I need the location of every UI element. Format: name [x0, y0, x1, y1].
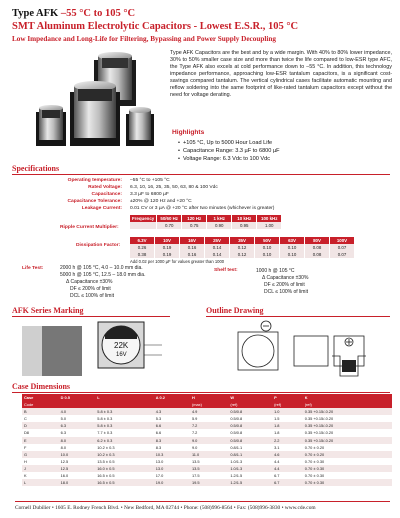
ripple-header-cell: 120 Hz — [182, 215, 207, 222]
marking-rating: 16V — [116, 352, 127, 358]
case-cell: E — [22, 437, 59, 444]
df-cell: 0.10 — [280, 244, 305, 251]
case-cell: 7.2 — [191, 430, 198, 436]
highlights-title: Highlights — [172, 129, 205, 136]
case-subheader-cell — [154, 401, 190, 408]
case-cell: 10.2 ± 0.3 — [97, 444, 115, 450]
case-cell: 10.0 — [59, 451, 96, 458]
tagline: Low Impedance and Long-Life for Filtering, Bypassing and Power Supply Decoupling — [12, 35, 276, 43]
case-cell: 0.5/0.8 — [230, 416, 243, 422]
spec-value: ±20% @ 120 Hz and +20 °C — [130, 199, 192, 204]
case-cell: 5.8 ± 0.3 — [95, 422, 154, 429]
case-cell: 13.0 — [155, 458, 164, 464]
type-label: Type AFK — [12, 8, 59, 19]
table-row — [22, 422, 392, 429]
table-row — [22, 479, 392, 486]
case-cell: 9.0 — [191, 444, 198, 450]
case-cell: 0.35 +0.15/-0.20 — [304, 416, 334, 422]
df-header-cell: 16V — [180, 237, 205, 244]
table-row — [22, 444, 392, 451]
case-cell: 1.0/1.3 — [228, 465, 272, 472]
case-cell: 6.7 — [272, 479, 303, 486]
df-cell: 0.12 — [230, 251, 255, 258]
spec-value: –55 °C to +105 °C — [130, 178, 170, 183]
df-cell: 0.19 — [155, 244, 180, 251]
case-cell: 0.70 ± 0.30 — [303, 465, 392, 472]
spec-value: 6.3, 10, 16, 25, 35, 50, 63, 80 & 100 Vdc — [130, 185, 218, 190]
df-cell: 0.10 — [280, 251, 305, 258]
ripple-table — [130, 215, 282, 229]
case-cell: 0.5/0.8 — [230, 430, 243, 436]
case-cell: K — [24, 473, 27, 479]
df-cell: 0.10 — [255, 244, 280, 251]
case-cell: 0.35 +0.15/-0.20 — [303, 422, 392, 429]
case-cell: 0.70 ± 0.20 — [303, 451, 392, 458]
ripple-cell: 0.70 — [157, 222, 182, 229]
df-cell: 0.07 — [330, 251, 355, 258]
case-cell: 0.70 ± 0.30 — [303, 479, 392, 486]
table-row — [22, 465, 392, 472]
table-row — [22, 437, 392, 444]
table-row — [22, 458, 392, 465]
outline-title: Outline Drawing — [206, 306, 264, 315]
case-cell: 4.0 — [59, 408, 96, 415]
case-cell: 4.4 — [274, 458, 280, 464]
case-cell: 13.5 ± 0.5 — [97, 458, 115, 464]
case-header-cell: L — [95, 394, 154, 401]
case-subheader-cell — [59, 401, 96, 408]
marking-rule — [12, 316, 170, 317]
case-cell: 7.7 ± 0.3 — [97, 430, 113, 436]
case-cell: 5.0 — [60, 416, 67, 422]
case-rows — [22, 408, 392, 486]
case-subheader-cell — [95, 401, 154, 408]
case-cell: 11.0 — [190, 451, 228, 458]
case-cell: 0.35 +0.15/-0.20 — [303, 437, 392, 444]
highlight-item: • +105 °C, Up to 5000 Hour Load Life — [178, 139, 280, 147]
case-cell: 0.8/1.1 — [230, 444, 243, 450]
outline-drawing — [204, 318, 392, 380]
shelf-line: Δ Capacitance ±30% — [262, 275, 309, 281]
case-cell: G — [22, 451, 59, 458]
table-row — [22, 415, 392, 422]
case-cell: 0.35 +0.15/-0.20 — [303, 408, 392, 415]
case-cell: 18.0 — [59, 479, 96, 486]
footer-address: Cornell Dubilier • 1605 E. Rodney French Blvd. • New Bedford, MA 02744 • Phone: (508)996-8564 • Fax: (508)996-3830 • www.cde.com — [15, 505, 316, 511]
df-cell: 0.16 — [180, 244, 205, 251]
case-subheader-cell: (ref) — [303, 401, 392, 408]
ripple-header-cell: 1 kHz — [207, 215, 232, 222]
marking-drawing — [16, 318, 176, 380]
capacitor-photo — [22, 52, 160, 157]
df-header-cell: 25V — [205, 237, 230, 244]
highlight-item: • Capacitance Range: 3.3 µF to 6800 µF — [178, 147, 280, 155]
shelf-line: DF ≤ 200% of limit — [264, 282, 305, 288]
case-cell: 0.5/0.8 — [228, 408, 272, 415]
df-header-cell: 35V — [230, 237, 255, 244]
page-subtitle: SMT Aluminum Electrolytic Capacitors - Lowest E.S.R., 105 °C — [12, 21, 299, 32]
case-dimensions-rule — [12, 392, 390, 393]
spec-values — [130, 177, 274, 212]
case-header-cell: H — [190, 394, 228, 401]
table-row — [22, 408, 392, 415]
dissipation-table — [130, 237, 355, 258]
spec-value: 0.01 CV or 3 µA @ +20 °C after two minutes (whichever is greater) — [130, 206, 275, 211]
case-cell: 0.8/1.1 — [228, 451, 272, 458]
df-cell: 0.38 — [130, 251, 155, 258]
case-subheader-cell: Code — [22, 401, 59, 408]
case-cell: 1.8 — [272, 422, 303, 429]
life-test-label: Life Test: — [22, 266, 44, 271]
page-title — [12, 8, 135, 19]
ripple-cell: 0.95 — [232, 222, 257, 229]
df-header-cell: 100V — [330, 237, 355, 244]
table-row — [22, 429, 392, 436]
ripple-label: Ripple Current Multiplier: — [60, 225, 119, 230]
case-cell: 12.5 — [60, 458, 69, 464]
case-cell: F — [24, 444, 27, 450]
case-header-cell: A 0.2 — [154, 394, 190, 401]
df-header-cell: 50V — [255, 237, 280, 244]
df-cell: 0.08 — [305, 251, 330, 258]
df-cell: 0.07 — [330, 244, 355, 251]
outline-rule — [206, 316, 390, 317]
footer-rule — [15, 501, 390, 502]
df-cell: 0.26 — [130, 244, 155, 251]
case-cell: 1.2/1.5 — [228, 479, 272, 486]
spec-label: Capacitance: — [91, 192, 122, 197]
case-cell: 1.0 — [272, 408, 303, 415]
case-cell: 8.3 — [155, 444, 162, 450]
case-header-cell: D 0.5 — [59, 394, 96, 401]
df-cell: 0.19 — [155, 251, 180, 258]
product-description: Type AFK Capacitors are the best and by a wide margin. With 40% to 80% lower impedance, 30% to 50% smaller case size and more than twice the life compared to low-ESR type AFC, the Type AFK also excels at cold performance down to –55 °C. In addition, this technology impedance performance, approaching low-ESR tantalum capacitors, is a significant cost-savings compared tantalum. The vertical cylindrical cases facilitate automatic mounting and reflow soldering into the same footprint of like-rated tantalum capacitors except without the need for voltage derating. — [170, 50, 392, 99]
case-cell: 17.0 — [155, 473, 164, 479]
df-cell: 0.10 — [255, 251, 280, 258]
case-cell: D — [22, 422, 59, 429]
life-line: DF ≤ 200% of limit — [70, 286, 111, 292]
case-cell: 0.70 ± 0.20 — [304, 444, 325, 450]
case-cell: 2.2 — [272, 437, 303, 444]
case-cell: 16.0 — [60, 473, 69, 479]
ripple-cell: 0.90 — [207, 222, 232, 229]
life-line: Δ Capacitance ±30% — [66, 279, 113, 285]
case-cell: 7.2 — [190, 422, 228, 429]
spec-label: Leakage Current: — [81, 206, 122, 211]
case-cell: 19.5 — [190, 479, 228, 486]
case-dimensions-title: Case Dimensions — [12, 382, 71, 391]
case-cell: 8.0 — [60, 444, 67, 450]
case-cell: 10.2 ± 0.3 — [95, 451, 154, 458]
shelf-test-label: Shelf test: — [214, 268, 238, 273]
case-cell: 16.5 ± 0.5 — [95, 479, 154, 486]
case-cell: 1.5 — [274, 416, 280, 422]
highlights-list — [178, 139, 280, 163]
ripple-header-cell: Frequency — [130, 215, 157, 222]
case-cell: 16.0 ± 0.5 — [95, 465, 154, 472]
case-cell: J — [22, 465, 59, 472]
life-line: 5000 h @ 105 °C, 12.5 – 18.0 mm dia. — [60, 272, 146, 278]
case-cell: 8.3 — [154, 437, 190, 444]
shelf-line: 1000 h @ 105 °C — [256, 268, 295, 274]
case-cell: 17.5 — [191, 473, 200, 479]
case-subheader-cell: (ref) — [272, 401, 303, 408]
case-subheader-cell: (max) — [190, 401, 228, 408]
case-cell: 0.70 ± 0.30 — [304, 473, 325, 479]
case-cell: 0.5/0.8 — [228, 437, 272, 444]
case-cell: 4.4 — [272, 465, 303, 472]
case-cell: 1.8 — [274, 430, 280, 436]
df-cell: 0.14 — [205, 244, 230, 251]
shelf-line: DCL ≤ 100% of limit — [264, 289, 308, 295]
df-cell: 0.12 — [230, 244, 255, 251]
ripple-cell: 0.75 — [182, 222, 207, 229]
case-header-cell: P — [272, 394, 303, 401]
case-cell: 5.9 — [191, 416, 198, 422]
ripple-header-cell: 50/60 Hz — [157, 215, 182, 222]
df-cell: 0.14 — [205, 251, 230, 258]
ripple-cell: 1.00 — [257, 222, 282, 229]
df-cell: 0.16 — [180, 251, 205, 258]
case-cell: 0.5/0.8 — [228, 422, 272, 429]
temp-range: –55 °C to 105 °C — [60, 8, 136, 19]
df-header-cell: 10V — [155, 237, 180, 244]
case-header-cell: K — [303, 394, 392, 401]
df-header-cell: 6.3V — [130, 237, 155, 244]
case-cell: 16.5 ± 0.5 — [97, 473, 115, 479]
df-note: Add 0.02 per 1000 µF for values greater than 1000 — [130, 259, 225, 264]
case-cell: 4.3 — [154, 408, 190, 415]
spec-labels — [14, 177, 122, 212]
highlight-item: • Voltage Range: 6.3 Vdc to 100 Vdc — [178, 155, 280, 163]
case-cell: B — [22, 408, 59, 415]
spec-label: Rated Voltage: — [88, 185, 122, 190]
case-header-cell: W — [228, 394, 272, 401]
case-cell: 1.0/1.3 — [230, 458, 243, 464]
life-line: DCL ≤ 100% of limit — [70, 293, 114, 299]
case-cell: D8 — [24, 430, 29, 436]
marking-title: AFK Series Marking — [12, 306, 84, 315]
case-cell: 0.70 ± 0.30 — [304, 458, 325, 464]
case-cell: 10.3 — [154, 451, 190, 458]
case-cell: 6.6 — [155, 430, 162, 436]
case-header-cell: Case — [22, 394, 59, 401]
life-line: 2000 h @ 105 °C, 4.0 – 10.0 mm dia. — [60, 265, 143, 271]
case-cell: 8.0 — [59, 437, 96, 444]
case-cell: 19.0 — [154, 479, 190, 486]
table-row — [22, 451, 392, 458]
case-cell: 3.1 — [274, 444, 280, 450]
case-cell: 13.5 — [190, 465, 228, 472]
case-cell: 6.6 — [154, 422, 190, 429]
case-cell: C — [24, 416, 27, 422]
case-cell: 0.35 +0.15/-0.20 — [304, 430, 334, 436]
dissipation-label: Dissipation Factor: — [76, 243, 121, 248]
case-cell: 4.9 — [190, 408, 228, 415]
ripple-cell — [130, 222, 157, 229]
case-cell: 5.8 ± 0.3 — [97, 416, 113, 422]
life-test-values — [60, 265, 145, 300]
table-row — [22, 472, 392, 479]
case-cell: 5.3 — [155, 416, 162, 422]
spec-label: Operating temperature: — [67, 178, 122, 183]
df-header-cell: 63V — [280, 237, 305, 244]
case-cell: 13.5 — [191, 458, 200, 464]
case-dimensions-table — [22, 394, 392, 486]
ripple-header-cell: 100 kHz — [257, 215, 282, 222]
case-cell: 12.5 — [59, 465, 96, 472]
case-cell: H — [24, 458, 27, 464]
specifications-title: Specifications — [12, 164, 60, 173]
case-cell: 6.3 — [60, 430, 67, 436]
ripple-header-cell: 10 kHz — [232, 215, 257, 222]
case-cell: 4.6 — [272, 451, 303, 458]
spec-value: 3.3 µF to 6800 µF — [130, 192, 169, 197]
shelf-test-values — [256, 268, 308, 296]
df-cell: 0.08 — [305, 244, 330, 251]
df-header-cell: 80V — [305, 237, 330, 244]
case-cell: 6.3 — [59, 422, 96, 429]
case-cell: 1.2/1.5 — [230, 473, 243, 479]
spec-label: Capacitance Tolerance: — [67, 199, 122, 204]
case-subheader-cell: (ref) — [228, 401, 272, 408]
marking-cap-code: 22K — [114, 341, 129, 350]
case-cell: 6.7 — [274, 473, 280, 479]
case-cell: 5.8 ± 0.3 — [95, 408, 154, 415]
case-cell: L — [22, 479, 59, 486]
specifications-rule — [12, 174, 390, 175]
case-cell: 6.2 ± 0.3 — [95, 437, 154, 444]
case-cell: 9.0 — [190, 437, 228, 444]
case-cell: 13.0 — [154, 465, 190, 472]
